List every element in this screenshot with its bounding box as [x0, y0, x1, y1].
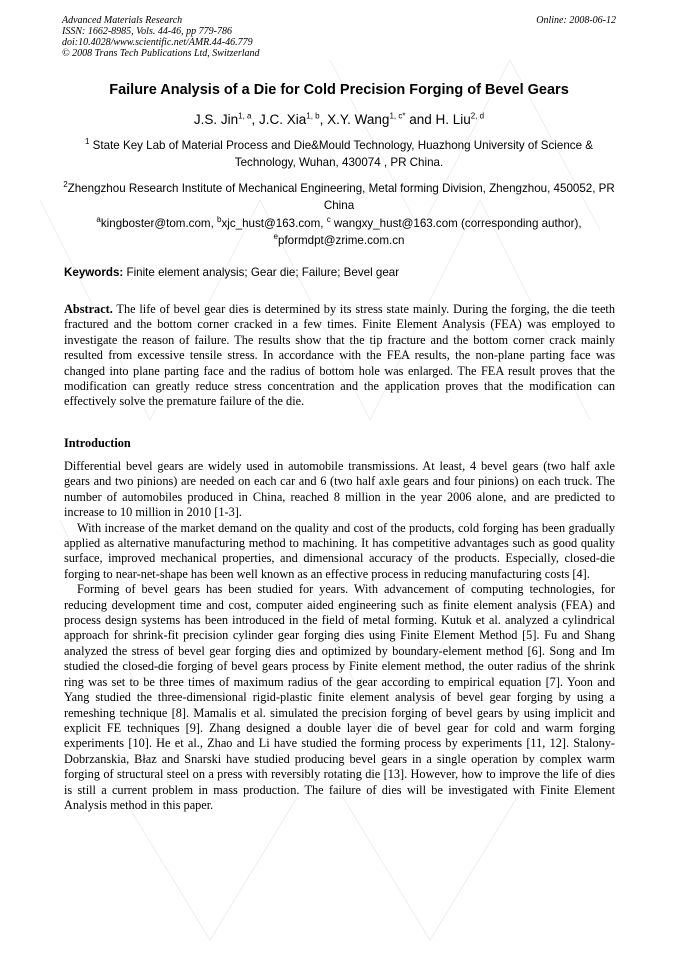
email-marker-a: a [96, 215, 101, 225]
author-emails [62, 215, 616, 249]
journal-copyright: © 2008 Trans Tech Publications Ltd, Switzerland [62, 48, 260, 59]
paragraph: Differential bevel gears are widely used in automobile transmissions. At least, 4 bevel gears (two half axle gears and two pinions) are needed on each car and 6 (two half axle gears and four pinions) on each truck. The number of automobiles produced in China, reached 8 million in the year 2006 alone, and are predicted to increase to 10 million in 2010 [1-3]. [64, 459, 615, 520]
email-a: kingboster@tom.com, [100, 217, 218, 230]
author-separator: , [319, 112, 328, 127]
author-affiliation-marker: 1, b [306, 111, 320, 121]
keywords-label: Keywords: [64, 266, 124, 279]
author-separator: and [405, 112, 436, 127]
affiliation-marker: 2 [63, 180, 68, 190]
email-marker-b: b [217, 215, 222, 225]
author-affiliation-marker: 2, d [470, 111, 485, 121]
journal-name: Advanced Materials Research [62, 15, 183, 26]
email-d: pformdpt@zrime.com.cn [278, 234, 405, 247]
abstract-text: The life of bevel gear dies is determined by its stress state mainly. During the forging, the die teeth fractured and the bottom corner cracked in a few times. Finite Element Analysis (FEA) was employed to investigate the reason of failure. The results show that the tip fracture and the bottom corner crack mainly resulted from excessive tensile stress. In accordance with the FEA results, the non-plane parting face was changed into plane parting face and the radius of bottom hole was enlarged. The FEA result proves that the modification can greatly reduce stress concentration and the application proves that the modification can effectively solve the premature failure of the die. [64, 302, 615, 409]
abstract [64, 302, 615, 410]
author: J.S. Jin [193, 112, 239, 127]
paper-title: Failure Analysis of a Die for Cold Precision Forging of Bevel Gears [109, 82, 569, 98]
author: X.Y. Wang [327, 112, 390, 127]
author: J.C. Xia [259, 112, 307, 127]
author: H. Liu [435, 112, 471, 127]
online-date: Online: 2008-06-12 [536, 15, 616, 26]
abstract-label: Abstract. [64, 302, 113, 316]
email-marker-c: c [326, 215, 331, 225]
author-separator: , [251, 112, 260, 127]
paragraph: With increase of the market demand on the quality and cost of the products, cold forging has been gradually applied as alternative manufacturing method to machining. It has competitive advantages such as good quality surface, improved mechanical properties, and dimensional accuracy of the products. Especially, closed-die forging to near-net-shape has been well known as an effective process in reducing manufacturing costs [4]. [64, 520, 615, 581]
affiliation-text: State Key Lab of Material Process and Die&Mould Technology, Huazhong University of Science & Technology, Wuhan, 430074 , PR China. [89, 139, 593, 169]
affiliation-1 [62, 137, 616, 171]
keywords-text: Finite element analysis; Gear die; Failure; Bevel gear [123, 266, 400, 279]
author-affiliation-marker: 1, c* [389, 111, 406, 121]
journal-issn: ISSN: 1662-8985, Vols. 44-46, pp 779-786 [62, 26, 232, 37]
journal-header [62, 15, 616, 59]
email-marker-d: e [273, 232, 278, 242]
affiliation-2 [62, 180, 616, 214]
keywords [64, 266, 616, 279]
affiliation-marker: 1 [85, 137, 90, 147]
email-b: xjc_hust@163.com, [221, 217, 327, 230]
affiliation-text: Zhengzhou Research Institute of Mechanical Engineering, Metal forming Division, Zhengzhou, 450052, PR China [67, 182, 615, 212]
introduction-body [64, 459, 615, 813]
paragraph: Forming of bevel gears has been studied for years. With advancement of computing technologies, for reducing development time and cost, computer aided engineering such as finite element analysis (FEA) and process design systems has been introduced in the field of metal forming. Kutuk et al. analyzed a cylindrical approach for shrink-fit precision cylinder gear forging dies using Finite Element Method [5]. Fu and Shang analyzed the stress of bevel gear forging dies and optimized by boundary-element method [6]. Song and Im studied the closed-die forging of bevel gears process by Finite element method, the outer radius of the shrink ring was set to be three times of maximum radius of the gear according to empirical equation [7]. Yoon and Yang studied the three-dimensional rigid-plastic finite element analysis of bevel gear forging by using a remeshing technique [8]. Mamalis et al. simulated the precision forging of bevel gears by using implicit and explicit FE techniques [9]. Zhang designed a double layer die of bevel gear for cold and warm forging experiments [10]. He et al., Zhao and Li have studied the forming process by experiments [11, 12]. Stalony-Dobrzanskia, Błaz and Snarski have studied producing bevel gears in a single operation by complex warm forging of structural steel on a press with reversibly rotating die [13]. However, how to improve the life of dies is still a current problem in mass production. The failure of dies will be investigated with Finite Element Analysis method in this paper. [64, 582, 615, 812]
author-list [40, 112, 638, 127]
journal-doi: doi:10.4028/www.scientific.net/AMR.44-46.779 [62, 37, 253, 48]
email-c: wangxy_hust@163.com (corresponding author), [330, 217, 582, 230]
section-heading-introduction: Introduction [64, 436, 131, 450]
author-affiliation-marker: 1, a [238, 111, 252, 121]
